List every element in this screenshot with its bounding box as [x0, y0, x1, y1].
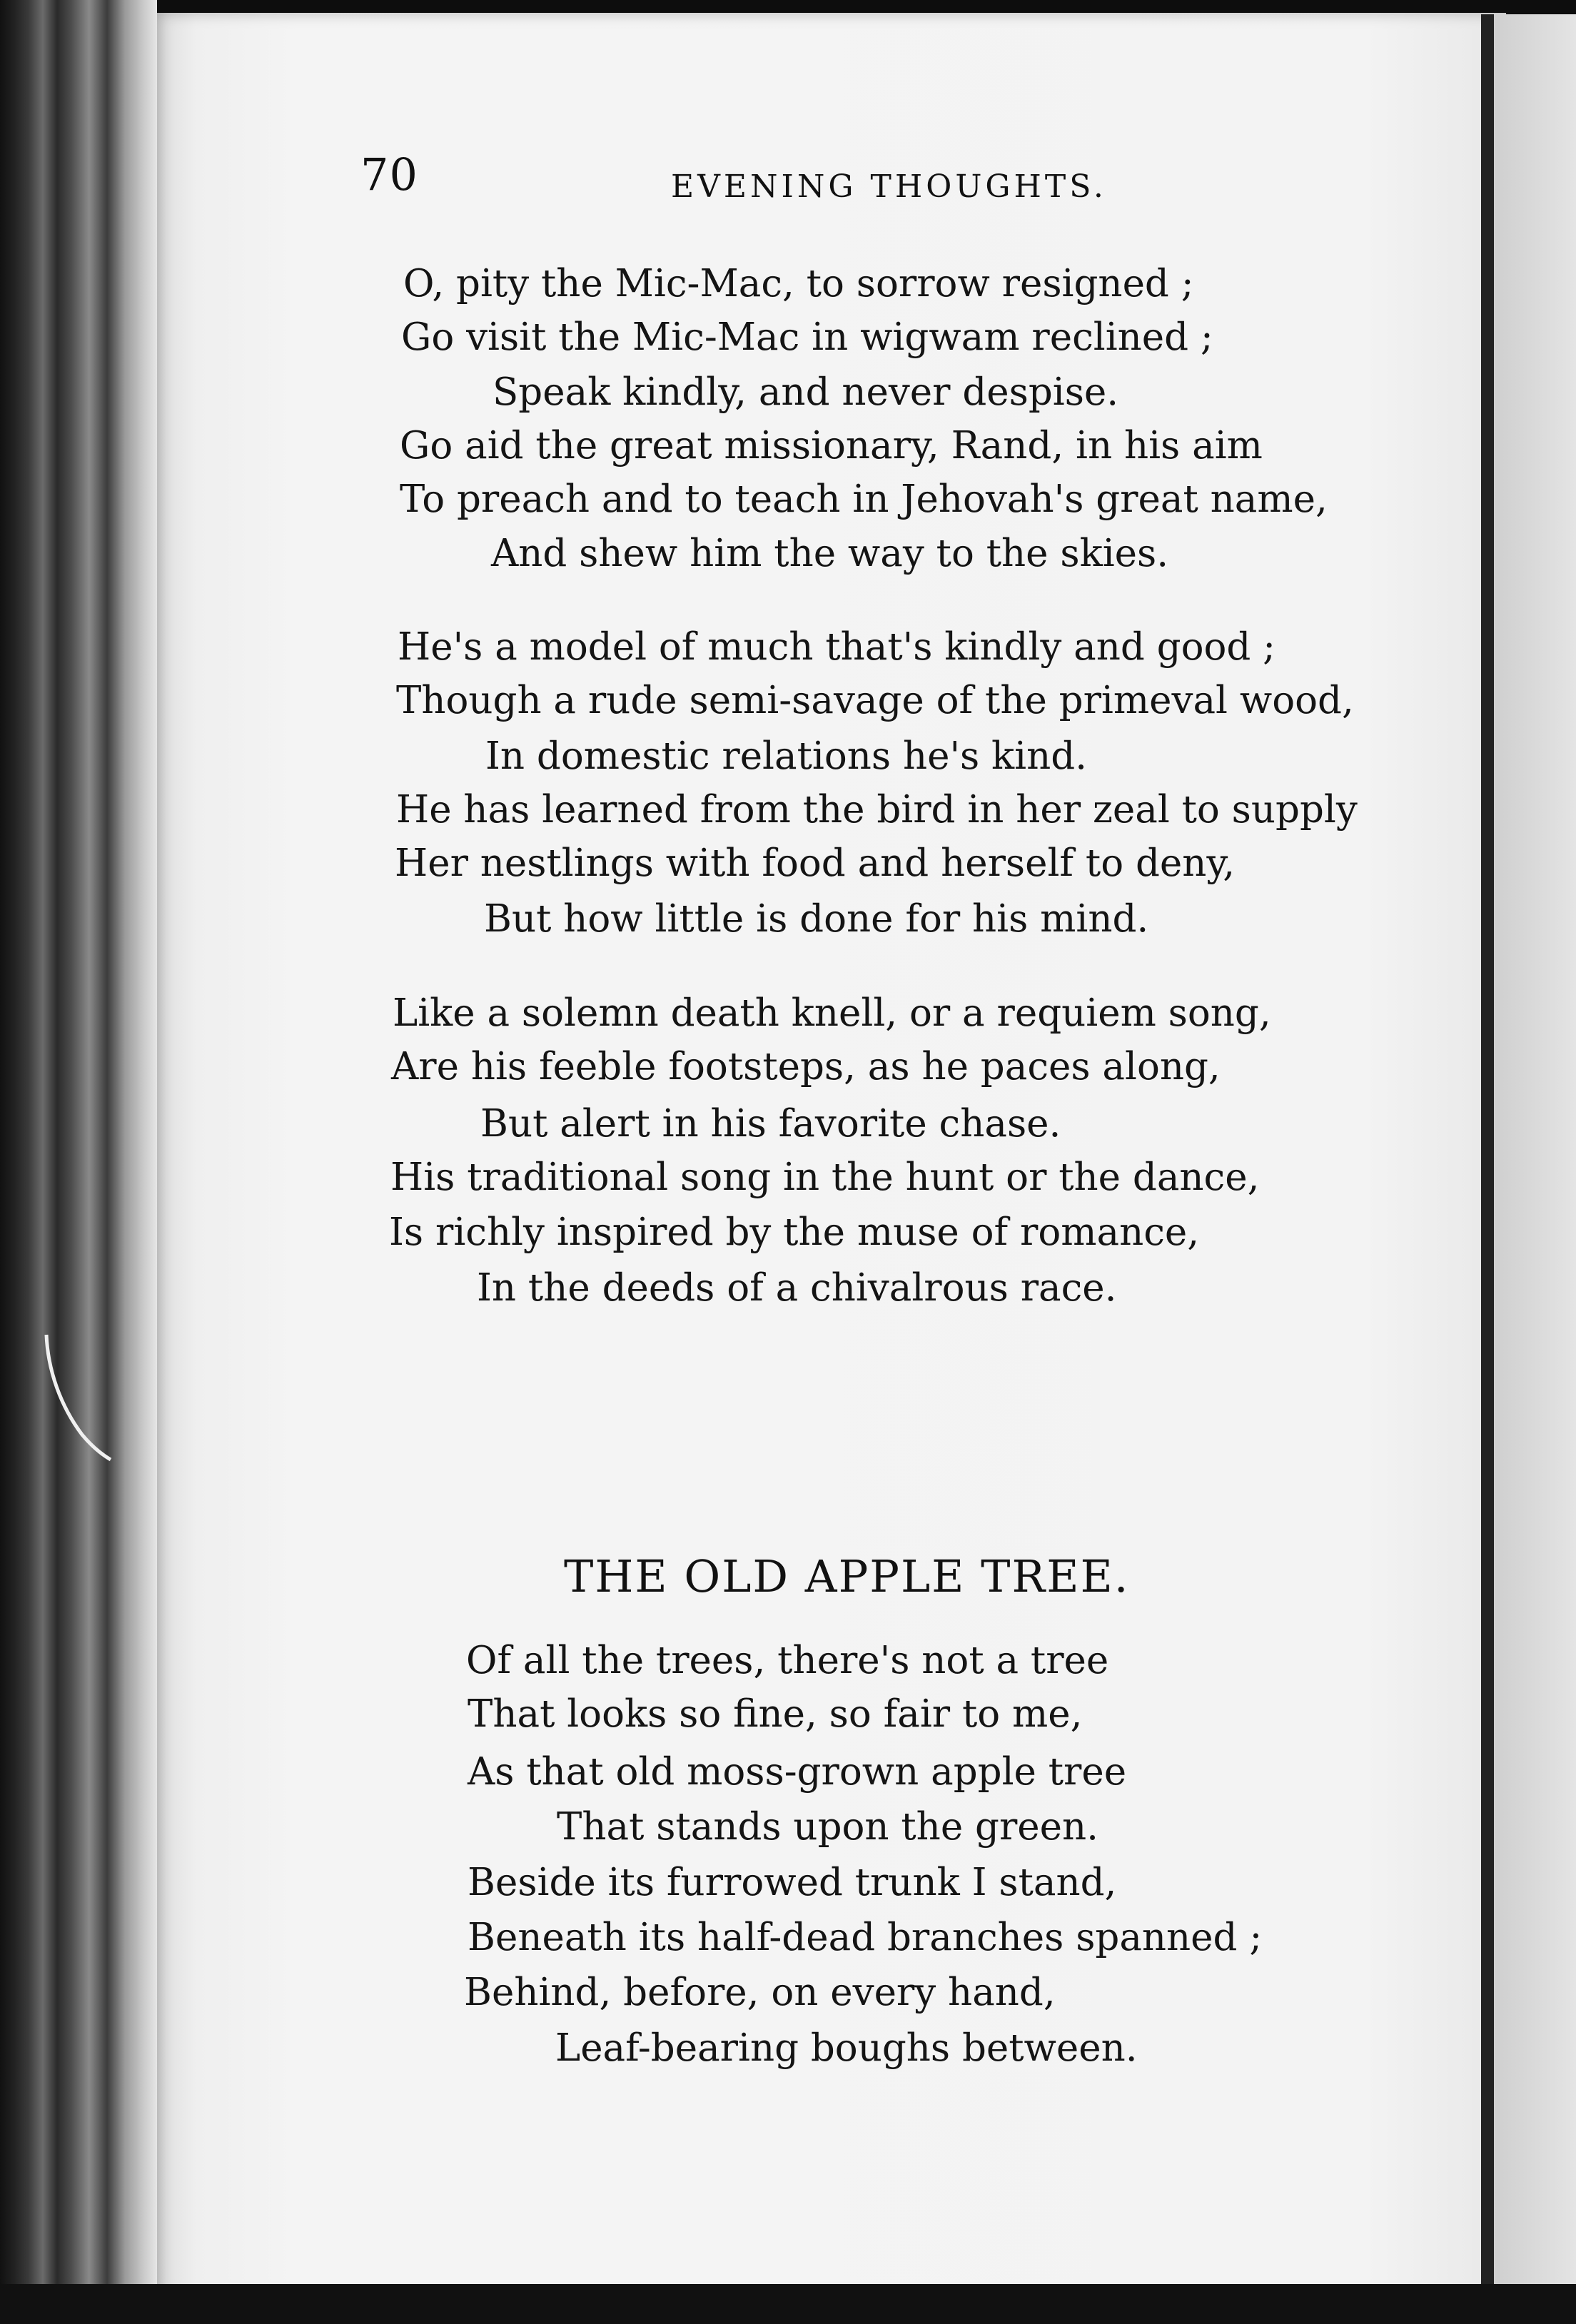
verse-line: Though a rude semi-savage of the primeval wood,: [396, 679, 1354, 722]
page-gutter-edge: [1481, 14, 1494, 2313]
verse-line: He's a model of much that's kindly and good ;: [398, 625, 1276, 669]
poem-line: Beneath its half-dead branches spanned ;: [468, 1916, 1263, 1959]
verse-line: O, pity the Mic-Mac, to sorrow resigned ;: [403, 262, 1194, 305]
verse-line: Her nestlings with food and herself to deny,: [395, 842, 1236, 885]
pencil-mark: [39, 1328, 118, 1470]
poem-line: That stands upon the green.: [557, 1805, 1099, 1849]
verse-line: To preach and to teach in Jehovah's great name,: [400, 478, 1328, 521]
poem-line: As that old moss-grown apple tree: [468, 1750, 1127, 1794]
poem-line: That looks so fine, so fair to me,: [468, 1692, 1083, 1736]
poem-title: THE OLD APPLE TREE.: [564, 1550, 1130, 1602]
poem-line: Of all the trees, there's not a tree: [466, 1639, 1109, 1682]
poem-line: Leaf-bearing boughs between.: [555, 2026, 1138, 2070]
verse-line: Go aid the great missionary, Rand, in his aim: [400, 424, 1263, 468]
poem-line: Behind, before, on every hand,: [464, 1971, 1056, 2014]
verse-line: But how little is done for his mind.: [484, 897, 1149, 941]
verse-line: Are his feeble footsteps, as he paces along,: [391, 1045, 1221, 1088]
verse-line: Go visit the Mic-Mac in wigwam reclined ;: [401, 315, 1213, 359]
verse-line: But alert in his favorite chase.: [480, 1102, 1061, 1146]
scan-bottom-edge: [0, 2284, 1576, 2324]
verse-line: His traditional song in the hunt or the dance,: [390, 1156, 1260, 1199]
facing-page: [1494, 14, 1576, 2313]
poem-line: Beside its furrowed trunk I stand,: [468, 1861, 1117, 1904]
verse-line: He has learned from the bird in her zeal to supply: [396, 788, 1358, 832]
running-head: EVENING THOUGHTS.: [671, 168, 1107, 205]
page-number: 70: [360, 148, 418, 201]
verse-line: Speak kindly, and never despise.: [492, 370, 1119, 414]
book-spine: [0, 0, 157, 2324]
verse-line: In domestic relations he's kind.: [485, 734, 1088, 778]
verse-line: Like a solemn death knell, or a requiem song,: [393, 991, 1271, 1035]
verse-line: And shew him the way to the skies.: [491, 532, 1169, 575]
verse-line: Is richly inspired by the muse of romance,: [389, 1211, 1200, 1254]
verse-line: In the deeds of a chivalrous race.: [477, 1266, 1117, 1310]
